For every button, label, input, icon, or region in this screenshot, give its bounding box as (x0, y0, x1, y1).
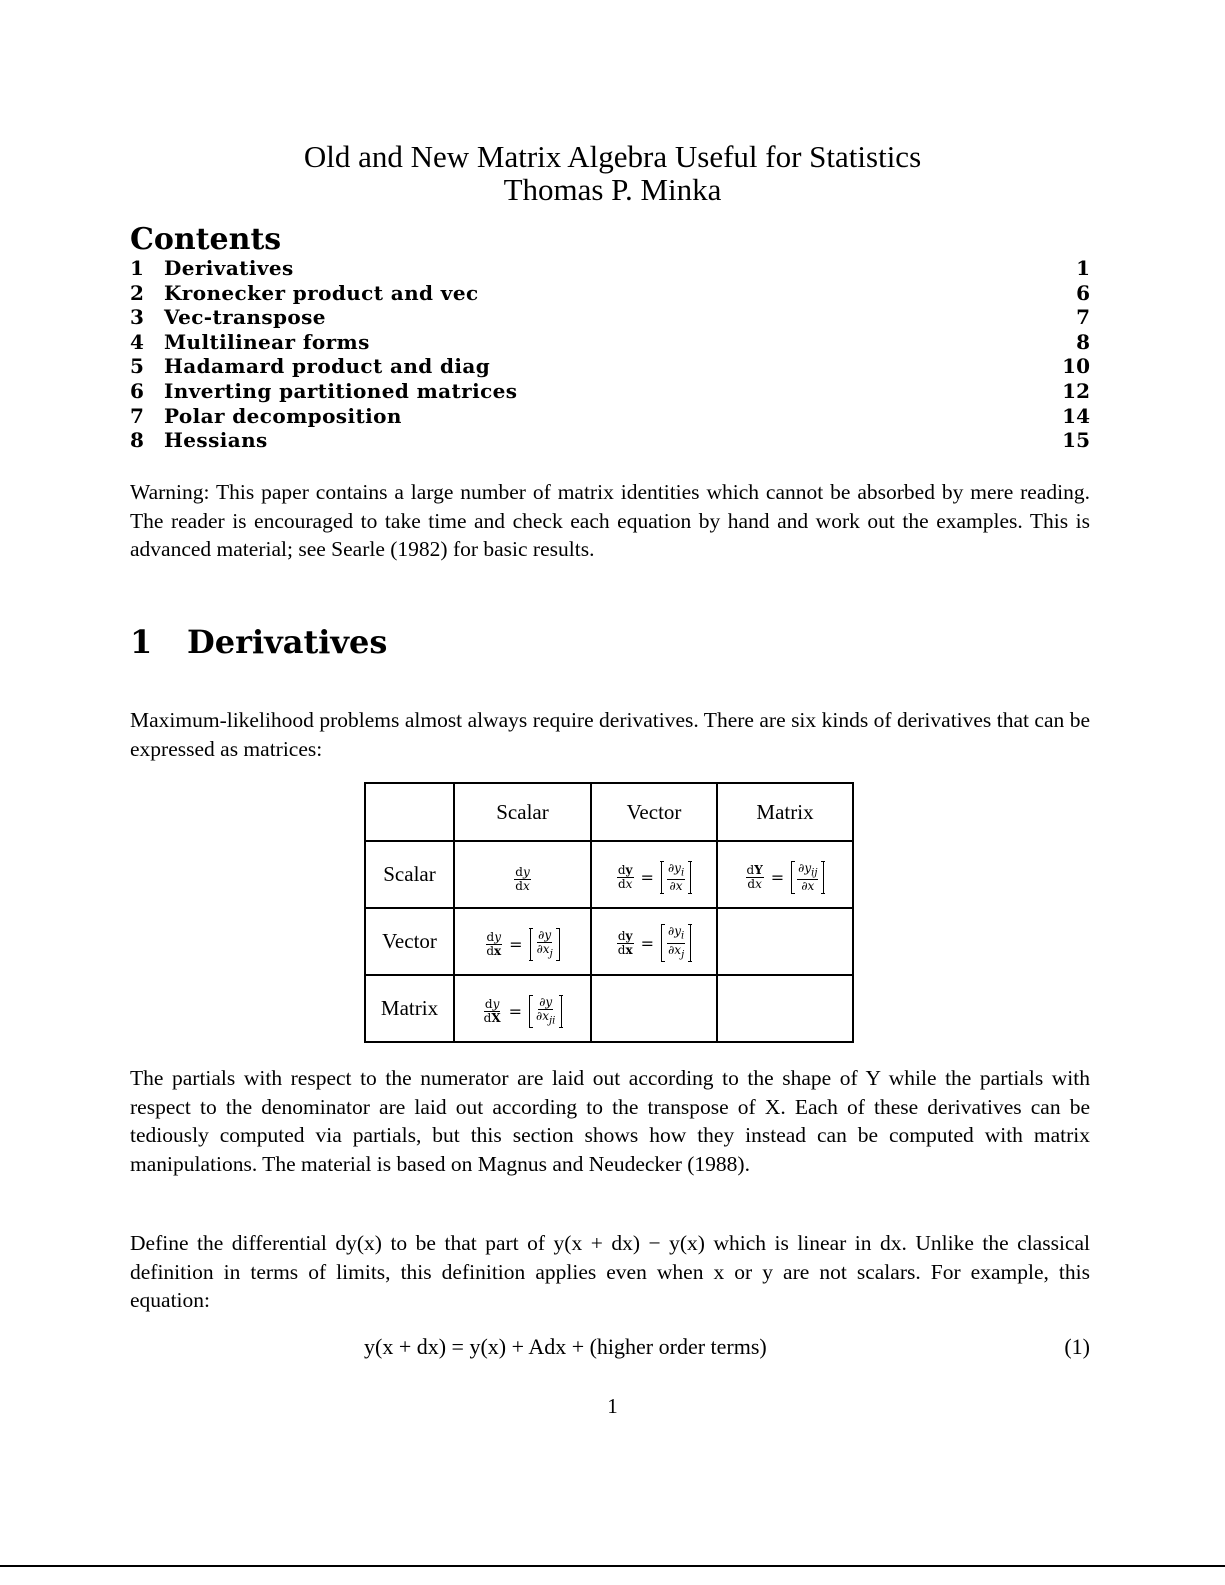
toc-entry-number: 8 (130, 428, 144, 453)
toc-entry[interactable] (130, 428, 1090, 453)
page-number: 1 (607, 1394, 618, 1418)
intro-paragraph: Maximum-likelihood problems almost always require derivatives. There are six kinds of derivatives that can be expressed as matrices: (130, 708, 1090, 761)
paper-author: Thomas P. Minka (503, 172, 722, 207)
toc-entry[interactable] (130, 354, 1090, 379)
section-title: Derivatives (187, 623, 388, 661)
toc-entry-number: 7 (130, 403, 144, 428)
formula-scalar-vector: $\frac{dy}{dx}$ = $\frac{\partial y}{\partial x_j}$ (454, 908, 591, 975)
derivative-kinds-table (364, 782, 854, 1043)
paper-title: Old and New Matrix Algebra Useful for Statistics (303, 139, 922, 174)
toc-entry[interactable] (130, 305, 1090, 330)
formula-matrix-scalar: $\frac{dY}{dx}$ = $\frac{\partial y_{ij}}{\partial x}$ (717, 841, 853, 908)
partials-paragraph: The partials with respect to the numerator are laid out according to the shape of Y while the partials with respect to the denominator are laid out according to the transpose of X. Each of these derivatives can be tediously computed via partials, but this section shows how they instead can be computed with matrix manipulations. The material is based on Magnus and Neudecker (1988). (130, 1066, 1090, 1176)
toc-entry-page: 8 (1076, 329, 1090, 354)
formula-vector-vector: $\frac{dy}{dx}$ = $\frac{\partial y_i}{\partial x_j}$ (591, 908, 717, 975)
toc-entry-page: 14 (1062, 403, 1090, 428)
row-header-scalar: Scalar (365, 841, 454, 908)
differential-definition-paragraph: Define the differential dy(x) to be that part of y(x + dx) − y(x) which is linear in dx. Unlike the classical definition in terms of limits, this definition applies even when x or y are not scalars. For example, this equation: (130, 1231, 1090, 1312)
table-corner-cell (365, 783, 454, 841)
formula-scalar-matrix: $\frac{dy}{dX}$ = $\frac{\partial y}{\partial x_{ji}}$ (454, 975, 591, 1042)
col-header-scalar: Scalar (454, 783, 591, 841)
row-header-matrix: Matrix (365, 975, 454, 1042)
toc-entry-title: Multilinear forms (164, 329, 370, 354)
table-of-contents (130, 256, 1090, 453)
toc-entry-title: Kronecker product and vec (164, 280, 479, 305)
contents-heading: Contents (130, 222, 282, 257)
section-number: 1 (130, 623, 153, 661)
toc-entry-number: 6 (130, 378, 144, 403)
equation-1: y(x + dx) = y(x) + Adx + (higher order terms) (364, 1334, 767, 1359)
toc-entry-page: 1 (1076, 256, 1090, 280)
row-header-vector: Vector (365, 908, 454, 975)
toc-entry-title: Derivatives (164, 256, 294, 280)
page-bottom-border (0, 1565, 1225, 1567)
warning-paragraph: Warning: This paper contains a large number of matrix identities which cannot be absorbed by mere reading. The reader is encouraged to take time and check each equation by hand and work out the examples. This is advanced material; see Searle (1982) for basic results. (130, 480, 1090, 561)
toc-entry-title: Hadamard product and diag (164, 354, 491, 379)
toc-entry[interactable] (130, 256, 1090, 281)
section-heading (130, 622, 387, 662)
empty-cell (717, 908, 853, 975)
toc-entry-page: 15 (1062, 428, 1090, 453)
col-header-vector: Vector (591, 783, 717, 841)
formula-scalar-scalar: $\frac{dy}{dx}$ (454, 841, 591, 908)
toc-entry-page: 7 (1076, 305, 1090, 330)
toc-entry-title: Polar decomposition (164, 403, 402, 428)
toc-entry-title: Hessians (164, 428, 268, 453)
empty-cell (591, 975, 717, 1042)
toc-entry-page: 6 (1076, 280, 1090, 305)
toc-entry-number: 4 (130, 329, 144, 354)
toc-entry-title: Inverting partitioned matrices (164, 378, 518, 403)
toc-entry-title: Vec-transpose (164, 305, 326, 330)
toc-entry[interactable] (130, 281, 1090, 306)
toc-entry-number: 2 (130, 280, 144, 305)
toc-entry[interactable] (130, 379, 1090, 404)
toc-entry-number: 3 (130, 305, 144, 330)
equation-number: (1) (1064, 1334, 1090, 1359)
toc-entry-number: 5 (130, 354, 144, 379)
toc-entry[interactable] (130, 330, 1090, 355)
toc-entry-number: 1 (130, 256, 144, 280)
empty-cell (717, 975, 853, 1042)
col-header-matrix: Matrix (717, 783, 853, 841)
toc-entry-page: 12 (1062, 378, 1090, 403)
toc-entry[interactable] (130, 404, 1090, 429)
toc-entry-page: 10 (1062, 354, 1090, 379)
formula-vector-scalar: $\frac{dy}{dx}$ = $\frac{\partial y_i}{\partial x}$ (591, 841, 717, 908)
